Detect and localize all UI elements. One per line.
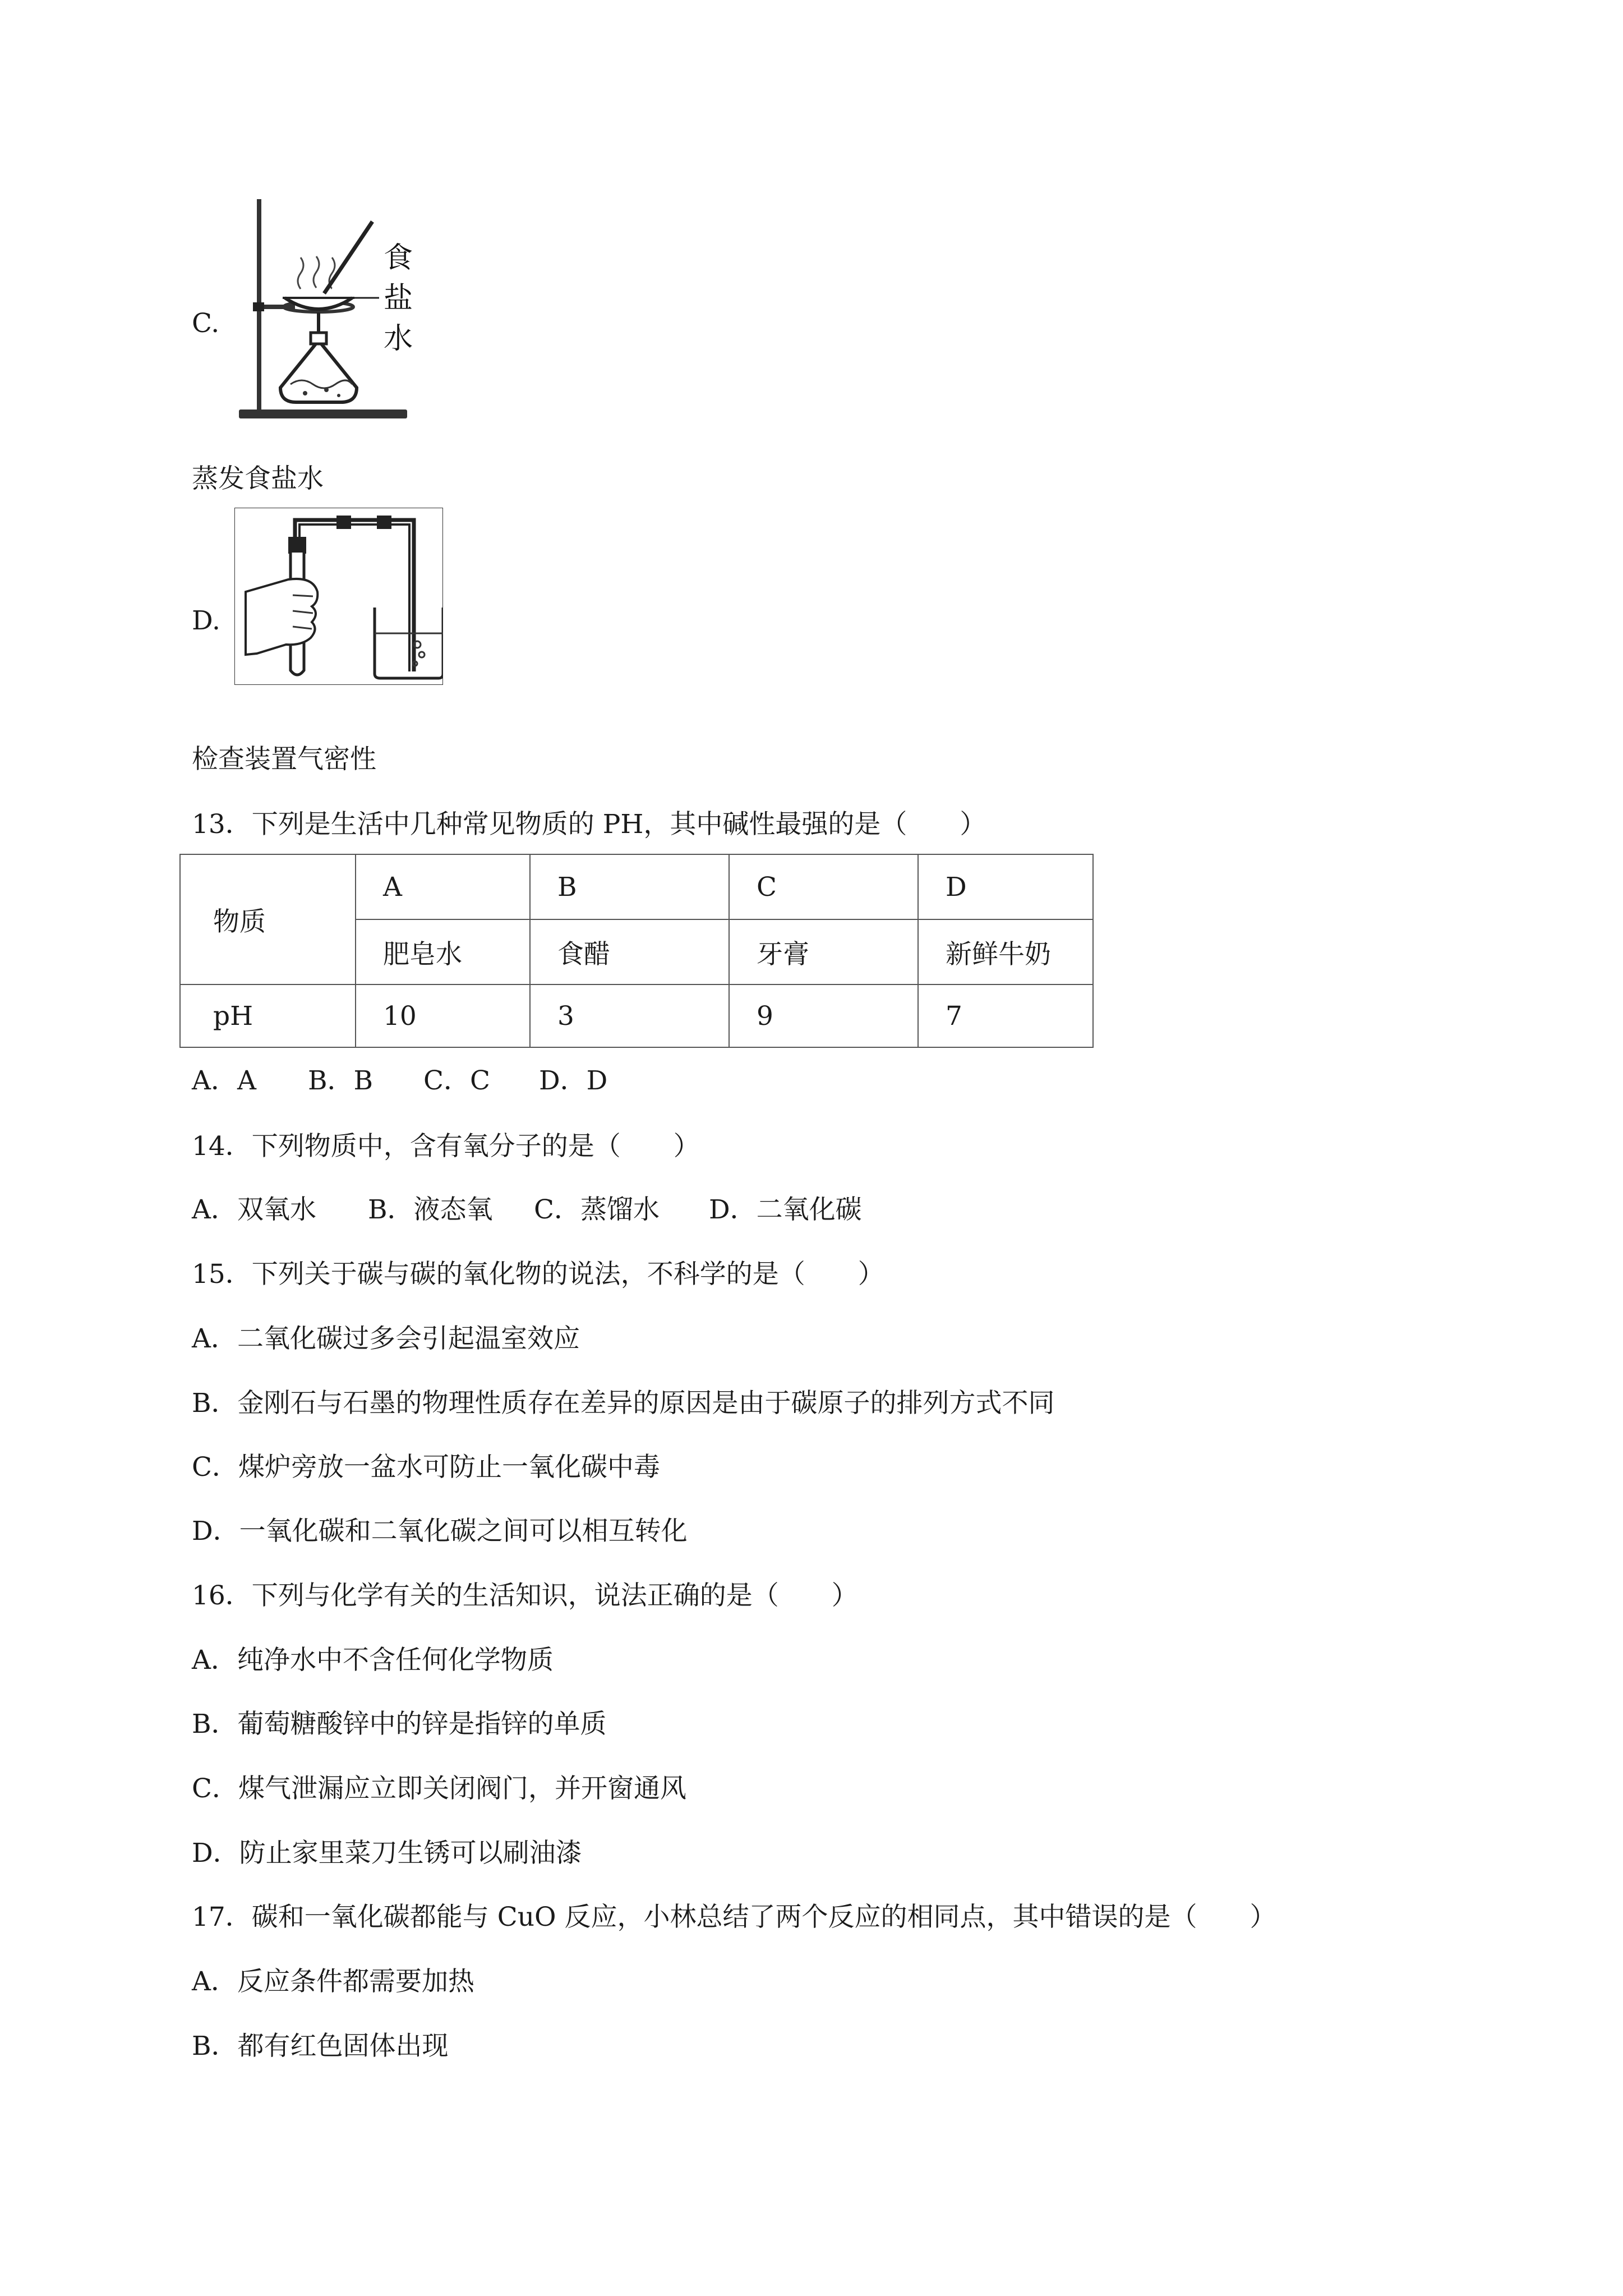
ph-row-header: pH (180, 984, 356, 1047)
q15-option-c[interactable]: C．煤炉旁放一盆水可防止一氧化碳中毒 (192, 1452, 660, 1483)
q15-option-b[interactable]: B．金刚石与石墨的物理性质存在差异的原因是由于碳原子的排列方式不同 (192, 1388, 1055, 1419)
question-16-stem: 16．下列与化学有关的生活知识，说法正确的是（ ） (192, 1580, 858, 1611)
q14-option-d[interactable]: D．二氧化碳 (709, 1194, 862, 1225)
question-17-stem: 17．碳和一氧化碳都能与 CuO 反应，小林总结了两个反应的相同点，其中错误的是（ ） (192, 1902, 1276, 1932)
q16-option-c[interactable]: C．煤气泄漏应立即关闭阀门，并开窗通风 (192, 1773, 686, 1804)
option-d-label: D. (192, 605, 220, 636)
column-letter-a: A (356, 854, 530, 919)
q14-option-a[interactable]: A．双氧水 (192, 1194, 316, 1225)
q14-option-c[interactable]: C．蒸馏水 (534, 1194, 660, 1225)
substance-name-b: 食醋 (530, 919, 729, 984)
evaporation-apparatus-figure (234, 194, 421, 429)
question-14-stem: 14．下列物质中，含有氧分子的是（ ） (192, 1131, 700, 1162)
question-15-stem: 15．下列关于碳与碳的氧化物的说法，不科学的是（ ） (192, 1259, 884, 1290)
column-letter-c: C (729, 854, 918, 919)
q13-option-c[interactable]: C．C (423, 1065, 490, 1096)
q16-option-b[interactable]: B．葡萄糖酸锌中的锌是指锌的单质 (192, 1709, 607, 1740)
salt-water-label-char-3: 水 (384, 322, 413, 356)
substance-name-d: 新鲜牛奶 (918, 919, 1093, 984)
q17-option-a[interactable]: A．反应条件都需要加热 (192, 1966, 474, 1997)
substance-name-c: 牙膏 (729, 919, 918, 984)
substance-row-header: 物质 (180, 854, 356, 984)
q16-option-d[interactable]: D．防止家里菜刀生锈可以刷油漆 (192, 1838, 582, 1869)
column-letter-b: B (530, 854, 729, 919)
question-13-stem: 13．下列是生活中几种常见物质的 PH，其中碱性最强的是（ ） (192, 809, 986, 840)
q15-option-a[interactable]: A．二氧化碳过多会引起温室效应 (192, 1323, 580, 1354)
option-c-caption: 蒸发食盐水 (192, 463, 324, 494)
q17-option-b[interactable]: B．都有红色固体出现 (192, 2031, 449, 2062)
q13-option-b[interactable]: B．B (308, 1065, 374, 1096)
column-letter-d: D (918, 854, 1093, 919)
q15-option-d[interactable]: D．一氧化碳和二氧化碳之间可以相互转化 (192, 1516, 688, 1547)
salt-water-label-char-1: 食 (384, 241, 413, 275)
airtightness-check-figure (234, 508, 443, 685)
ph-value-d: 7 (918, 984, 1093, 1047)
question-14-options (192, 1194, 862, 1225)
q13-option-d[interactable]: D．D (539, 1065, 608, 1096)
option-c-label: C. (192, 308, 220, 339)
question-13-options (192, 1065, 608, 1096)
q14-option-b[interactable]: B．液态氧 (368, 1194, 493, 1225)
salt-water-label-char-2: 盐 (384, 282, 413, 315)
ph-value-b: 3 (530, 984, 729, 1047)
ph-value-a: 10 (356, 984, 530, 1047)
ph-table (179, 854, 1094, 1048)
substance-name-a: 肥皂水 (356, 919, 530, 984)
ph-value-c: 9 (729, 984, 918, 1047)
option-d-caption: 检查装置气密性 (192, 744, 376, 775)
q16-option-a[interactable]: A．纯净水中不含任何化学物质 (192, 1645, 554, 1676)
q13-option-a[interactable]: A．A (192, 1065, 256, 1096)
